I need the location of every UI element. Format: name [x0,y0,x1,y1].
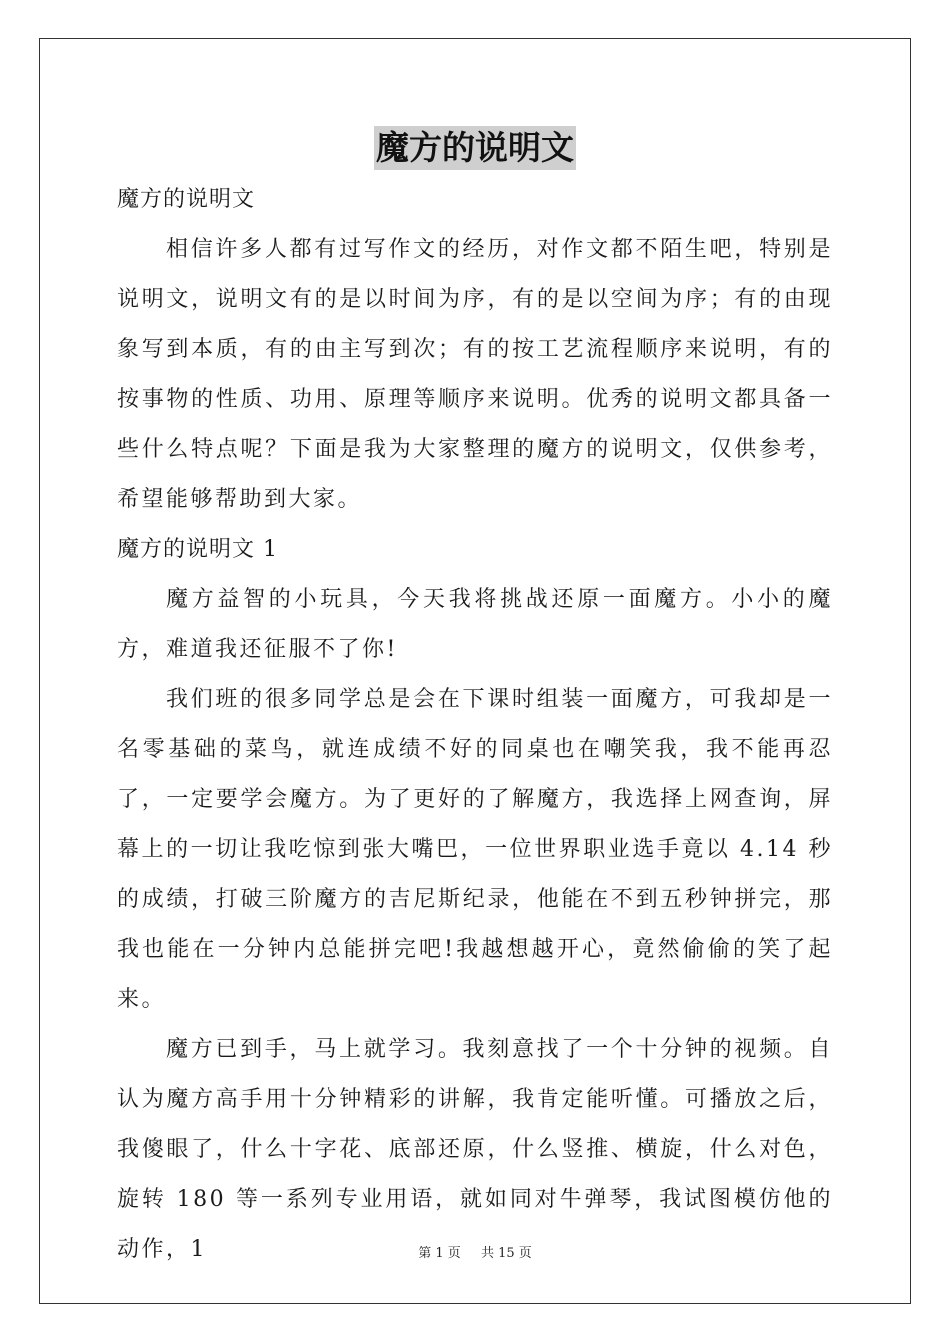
page-footer [0,1245,950,1263]
page-total: 共 15 页 [480,1246,532,1261]
body-paragraph: 魔方已到手，马上就学习。我刻意找了一个十分钟的视频。自认为魔方高手用十分钟精彩的讲解，我肯定能听懂。可播放之后，我傻眼了，什么十字花、底部还原，什么竖推、横旋，什么对色，旋转 180 等一系列专业用语，就如同对牛弹琴，我试图模仿他的动作，1 [117,1037,833,1262]
section-heading: 魔方的说明文 1 [117,537,278,562]
document-title: 魔方的说明文 [374,126,576,170]
title-container [0,126,950,170]
body-paragraph: 我们班的很多同学总是会在下课时组装一面魔方，可我却是一名零基础的菜鸟，就连成绩不好的同桌也在嘲笑我，我不能再忍了，一定要学会魔方。为了更好的了解魔方，我选择上网查询，屏幕上的一切让我吃惊到张大嘴巴，一位世界职业选手竟以 4.14 秒的成绩，打破三阶魔方的吉尼斯纪录，他能在不到五秒钟拼完，那我也能在一分钟内总能拼完吧!我越想越开心，竟然偷偷的笑了起来。 [117,687,833,1012]
page-number: 第 1 页 [418,1246,461,1261]
body-paragraph: 相信许多人都有过写作文的经历，对作文都不陌生吧，特别是说明文，说明文有的是以时间为序，有的是以空间为序；有的由现象写到本质，有的由主写到次；有的按工艺流程顺序来说明，有的按事物的性质、功用、原理等顺序来说明。优秀的说明文都具备一些什么特点呢？下面是我为大家整理的魔方的说明文，仅供参考，希望能够帮助到大家。 [117,237,833,512]
section-heading: 魔方的说明文 [117,187,256,212]
document-body [117,175,833,1275]
body-paragraph: 魔方益智的小玩具，今天我将挑战还原一面魔方。小小的魔方，难道我还征服不了你! [117,587,833,662]
